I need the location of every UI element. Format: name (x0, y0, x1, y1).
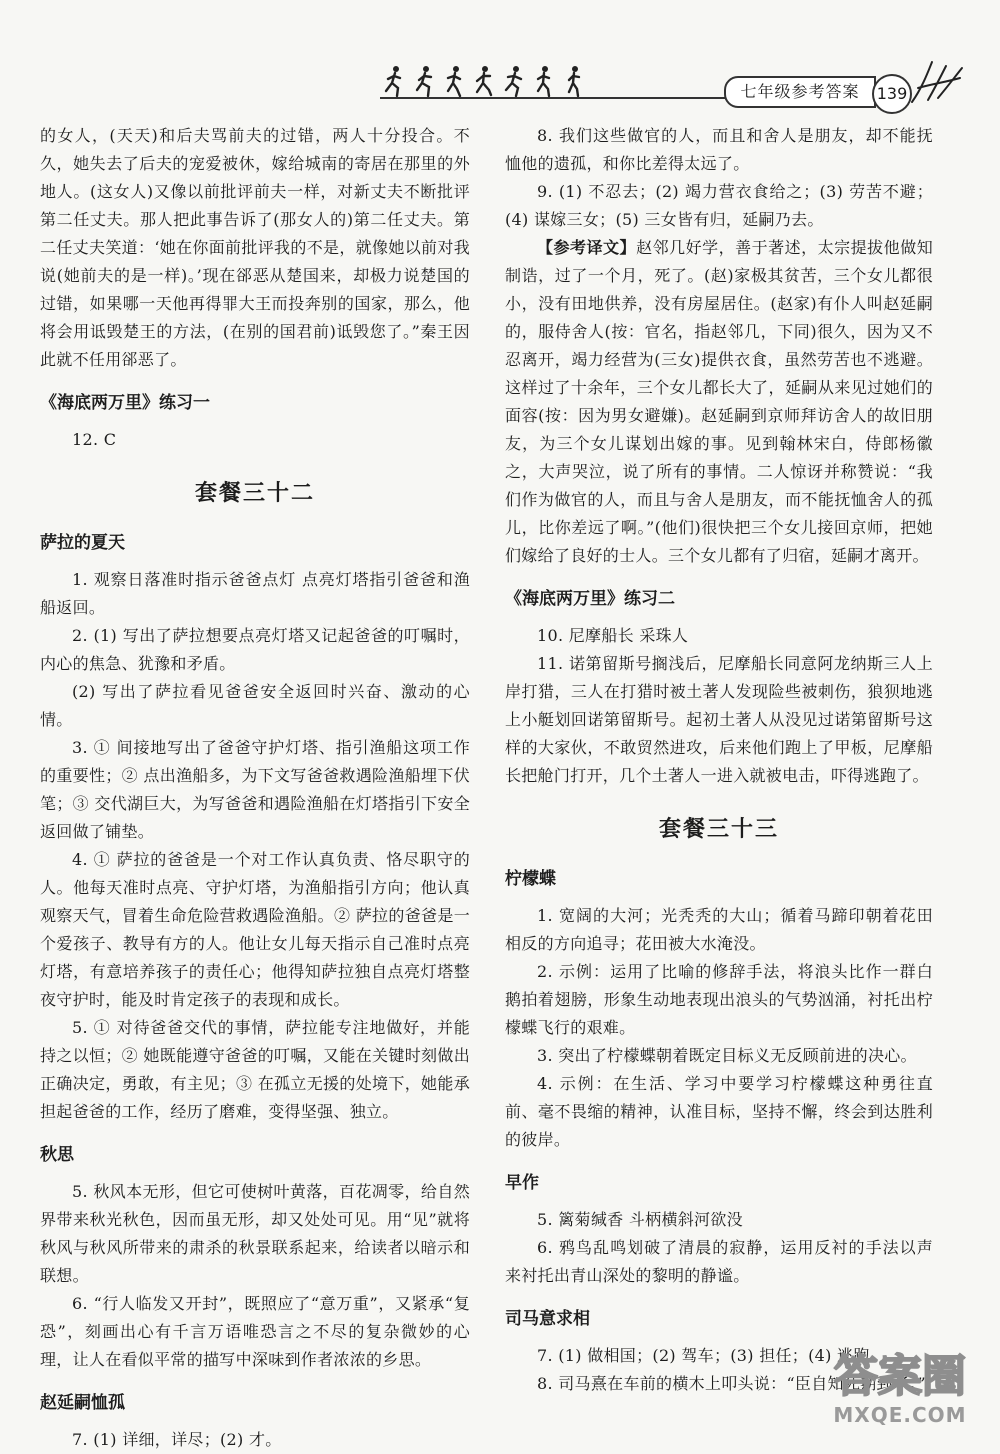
section-heading: 秋思 (40, 1145, 74, 1165)
runner-icon (442, 64, 466, 98)
answer-paragraph: 1. 宽阔的大河；光秃秃的大山；循着马蹄印朝着花田相反的方向追寻；花田被大水淹没。 (505, 906, 933, 953)
section-heading: 萨拉的夏天 (40, 533, 125, 553)
continued-paragraph: 的女人，(天天)和后夫骂前夫的过错，两人十分投合。不久，她失去了后夫的宠爱被休，嫁给城南的寄居在那里的外地人。(这女人)又像以前批评前夫一样，对新丈夫不断批评第二任丈夫。那人把此事告诉了(那女人的)第二任丈夫。第二任丈夫笑道：‘她在你面前批评我的不是，就像她以前对我说(她前夫的是一样)。’现在郤恶从楚国来，却极力说楚国的过错，如果哪一天他再得罪大王而投奔别的国家，那么，他将会用诋毁楚王的方法，(在别的国君前)诋毁您了。”秦王因此就不任用郤恶了。 (40, 126, 470, 369)
answer-line: 12. C (72, 430, 117, 449)
runner-icon (472, 64, 496, 98)
answer-paragraph: 6. 鸦鸟乱鸣划破了清晨的寂静，运用反衬的手法以声来衬托出青山深处的黎明的静谧。 (505, 1238, 933, 1285)
answer-paragraph: 7. (1) 详细，详尽；(2) 才。 (72, 1430, 282, 1449)
runner-icon (502, 64, 526, 98)
answer-paragraph: 5. 篱菊缄香 斗柄横斜河欲没 (537, 1210, 743, 1229)
watermark-logo-icon (815, 1345, 985, 1405)
flourish-icon (908, 58, 966, 108)
watermark-logo-text: 答案圈 (834, 1351, 966, 1402)
runner-icon (382, 64, 406, 98)
translation-text: 赵邻几好学，善于著述，太宗提拔他做知制诰，过了一个月，死了。(赵)家极其贫苦，三个女儿都很小，没有田地供养，没有房屋居住。(赵家)有仆人叫赵延嗣的，服侍舍人(按：官名，指赵邻几，下同)很久，因为又不忍离开，竭力经营为(三女)提供衣食，虽然劳苦也不逃避。这样过了十余年，三个女儿都长大了，延嗣从来见过她们的面容(按：因为男女避嫌)。赵延嗣到京师拜访舍人的故旧朋友，为三个女儿谋划出嫁的事。见到翰林宋白，侍郎杨徽之，大声哭泣，说了所有的事情。二人惊讶并称赞说：“我们作为做官的人，而且与舍人是朋友，而不能抚恤舍人的孤儿，比你差远了啊。”(他们)很快把三个女儿接回京师，把她们嫁给了良好的士人。三个女儿都有了归宿，延嗣才离开。 (505, 238, 933, 565)
section-heading: 《海底两万里》练习一 (40, 393, 210, 413)
watermark (815, 1345, 985, 1435)
answer-paragraph: 7. (1) 做相国；(2) 驾车；(3) 担任；(4) 逃跑。 (537, 1346, 886, 1365)
answer-paragraph: 3. ① 间接地写出了爸爸守护灯塔、指引渔船这项工作的重要性；② 点出渔船多，为下文写爸爸救遇险渔船埋下伏笔；③ 交代湖巨大，为写爸爸和遇险渔船在灯塔指引下安全返回做了铺垫。 (40, 738, 470, 841)
answer-paragraph: 4. ① 萨拉的爸爸是一个对工作认真负责、恪尽职守的人。他每天准时点亮、守护灯塔，为渔船指引方向；他认真观察天气，冒着生命危险营救遇险渔船。② 萨拉的爸爸是一个爱孩子、教导有方的人。他让女儿每天指示自己准时点亮灯塔，有意培养孩子的责任心；他得知萨拉独自点亮灯塔整夜守护时，能及时肯定孩子的表现和成长。 (40, 850, 470, 1009)
runner-icon (412, 64, 436, 98)
answer-paragraph: 11. 诺第留斯号搁浅后，尼摩船长同意阿龙纳斯三人上岸打猎，三人在打猎时被土著人发现险些被刺伤，狼狈地逃上小艇划回诺第留斯号。起初土著人从没见过诺第留斯号这样的大家伙，不敢贸然进攻，后来他们跑上了甲板，尼摩船长把舱门打开，几个土著人一进入就被电击，吓得逃跑了。 (505, 654, 933, 785)
answer-paragraph: 8. 司马熹在车前的横木上叩头说：“臣自知死期到了。” (537, 1374, 926, 1393)
watermark-url: MXQE.COM (833, 1403, 967, 1427)
answer-paragraph: 3. 突出了柠檬蝶朝着既定目标义无反顾前进的决心。 (537, 1046, 917, 1065)
left-column (40, 122, 470, 1454)
runner-icon (532, 64, 556, 98)
answer-paragraph: 4. 示例：在生活、学习中要学习柠檬蝶这种勇往直前、毫不畏缩的精神，认准目标，坚持不懈，终会到达胜利的彼岸。 (505, 1074, 933, 1149)
answer-paragraph: 2. 示例：运用了比喻的修辞手法，将浪头比作一群白鹅拍着翅膀，形象生动地表现出浪头的气势汹涌，衬托出柠檬蝶飞行的艰难。 (505, 962, 933, 1037)
answer-paragraph: 10. 尼摩船长 采珠人 (537, 626, 689, 645)
answer-paragraph: 5. ① 对待爸爸交代的事情，萨拉能专注地做好，并能持之以恒；② 她既能遵守爸爸的叮嘱，又能在关键时刻做出正确决定，勇敢，有主见；③ 在孤立无援的处境下，她能承担起爸爸的工作，经历了磨难，变得坚强、独立。 (40, 1018, 470, 1121)
page-number: 139 (872, 74, 912, 114)
page-header (0, 0, 1000, 110)
translation-paragraph (505, 234, 933, 570)
answer-paragraph: 8. 我们这些做官的人，而且和舍人是朋友，却不能抚恤他的遗孤，和你比差得太远了。 (505, 126, 933, 173)
runner-icon (562, 64, 586, 98)
section-heading: 司马意求相 (505, 1309, 590, 1329)
translation-tag: 【参考译文】 (537, 238, 637, 257)
answer-paragraph: (2) 写出了萨拉看见爸爸安全返回时兴奋、激动的心情。 (40, 682, 470, 729)
answer-paragraph: 9. (1) 不忍去；(2) 竭力营衣食给之；(3) 劳苦不避；(4) 谋嫁三女；(5) 三女皆有归，延嗣乃去。 (505, 182, 933, 229)
section-heading: 柠檬蝶 (505, 869, 556, 889)
section-heading: 《海底两万里》练习二 (505, 589, 675, 609)
right-column (505, 122, 933, 1398)
header-rule (590, 97, 726, 99)
set-title: 套餐三十二 (194, 480, 315, 506)
answer-paragraph: 2. (1) 写出了萨拉想要点亮灯塔又记起爸爸的叮嘱时，内心的焦急、犹豫和矛盾。 (40, 626, 470, 673)
answer-paragraph: 6. “行人临发又开封”，既照应了“意万重”，又紧承“复恐”，刻画出心有千言万语唯恐言之不尽的复杂微妙的心理，让人在看似平常的描写中深味到作者浓浓的乡思。 (40, 1294, 470, 1369)
grade-answer-label: 七年级参考答案 (724, 76, 876, 108)
section-heading: 早作 (505, 1173, 539, 1193)
answer-paragraph: 1. 观察日落准时指示爸爸点灯 点亮灯塔指引爸爸和渔船返回。 (40, 570, 470, 617)
header-rule (380, 97, 590, 99)
answer-paragraph: 5. 秋风本无形，但它可使树叶黄落，百花凋零，给自然界带来秋光秋色，因而虽无形，却又处处可见。用“见”就将秋风与秋风所带来的肃杀的秋景联系起来，给读者以暗示和联想。 (40, 1182, 470, 1285)
runners-decoration (382, 64, 587, 98)
section-heading: 赵延嗣恤孤 (40, 1393, 125, 1413)
set-title: 套餐三十三 (658, 816, 779, 842)
